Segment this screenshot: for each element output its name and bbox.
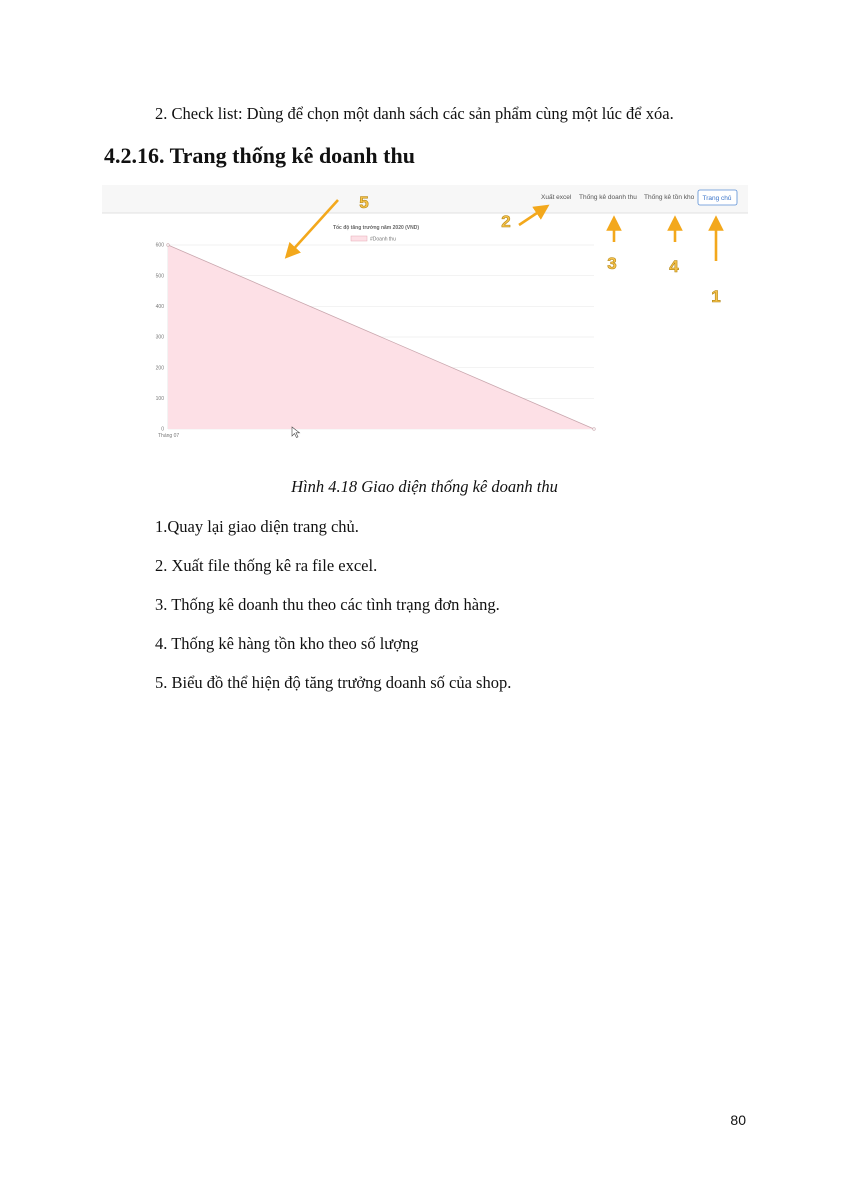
screenshot-canvas — [102, 185, 748, 441]
legend-label: #Doanh thu — [370, 236, 396, 243]
section-heading: 4.2.16. Trang thống kê doanh thu — [104, 143, 415, 168]
callout-3: 3 — [607, 254, 617, 273]
home-button-label: Trang chủ — [702, 195, 732, 202]
chart-title: Tốc độ tăng trưởng năm 2020 (VND) — [332, 225, 420, 231]
nav-export-excel[interactable]: Xuất excel — [541, 194, 572, 201]
callout-2: 2 — [501, 212, 511, 231]
data-point — [167, 244, 170, 247]
list-item: 5. Biểu đồ thể hiện độ tăng trưởng doanh số của shop. — [155, 673, 512, 692]
y-tick-label: 600 — [155, 242, 164, 249]
y-tick-label: 0 — [161, 426, 164, 433]
nav-inventory-stats[interactable]: Thống kê tồn kho — [644, 194, 695, 201]
y-tick-label: 100 — [155, 396, 164, 403]
list-item: 2. Xuất file thống kê ra file excel. — [155, 556, 378, 575]
chart-x-ticks — [158, 433, 179, 439]
callout-5: 5 — [359, 193, 369, 212]
revenue-statistics-screenshot — [102, 185, 748, 441]
chart-y-ticks — [156, 243, 165, 433]
x-tick-label: Tháng 07 — [158, 433, 180, 439]
callout-1: 1 — [711, 287, 721, 306]
list-item: 3. Thống kê doanh thu theo các tình trạng đơn hàng. — [155, 595, 500, 614]
list-item: 1.Quay lại giao diện trang chủ. — [155, 517, 359, 536]
page-number: 80 — [730, 1112, 746, 1128]
y-tick-label: 500 — [155, 273, 164, 280]
y-tick-label: 300 — [155, 334, 164, 341]
callout-4: 4 — [669, 257, 679, 276]
intro-paragraph: 2. Check list: Dùng để chọn một danh sách các sản phẩm cùng một lúc để xóa. — [155, 104, 674, 123]
legend-swatch — [351, 236, 367, 241]
y-tick-label: 200 — [155, 365, 164, 372]
list-item: 4. Thống kê hàng tồn kho theo số lượng — [155, 634, 419, 653]
growth-chart — [156, 224, 596, 439]
figure-caption: Hình 4.18 Giao diện thống kê doanh thu — [291, 477, 558, 496]
nav-revenue-stats[interactable]: Thống kê doanh thu — [579, 194, 637, 201]
data-point — [593, 428, 596, 431]
y-tick-label: 400 — [155, 304, 164, 311]
